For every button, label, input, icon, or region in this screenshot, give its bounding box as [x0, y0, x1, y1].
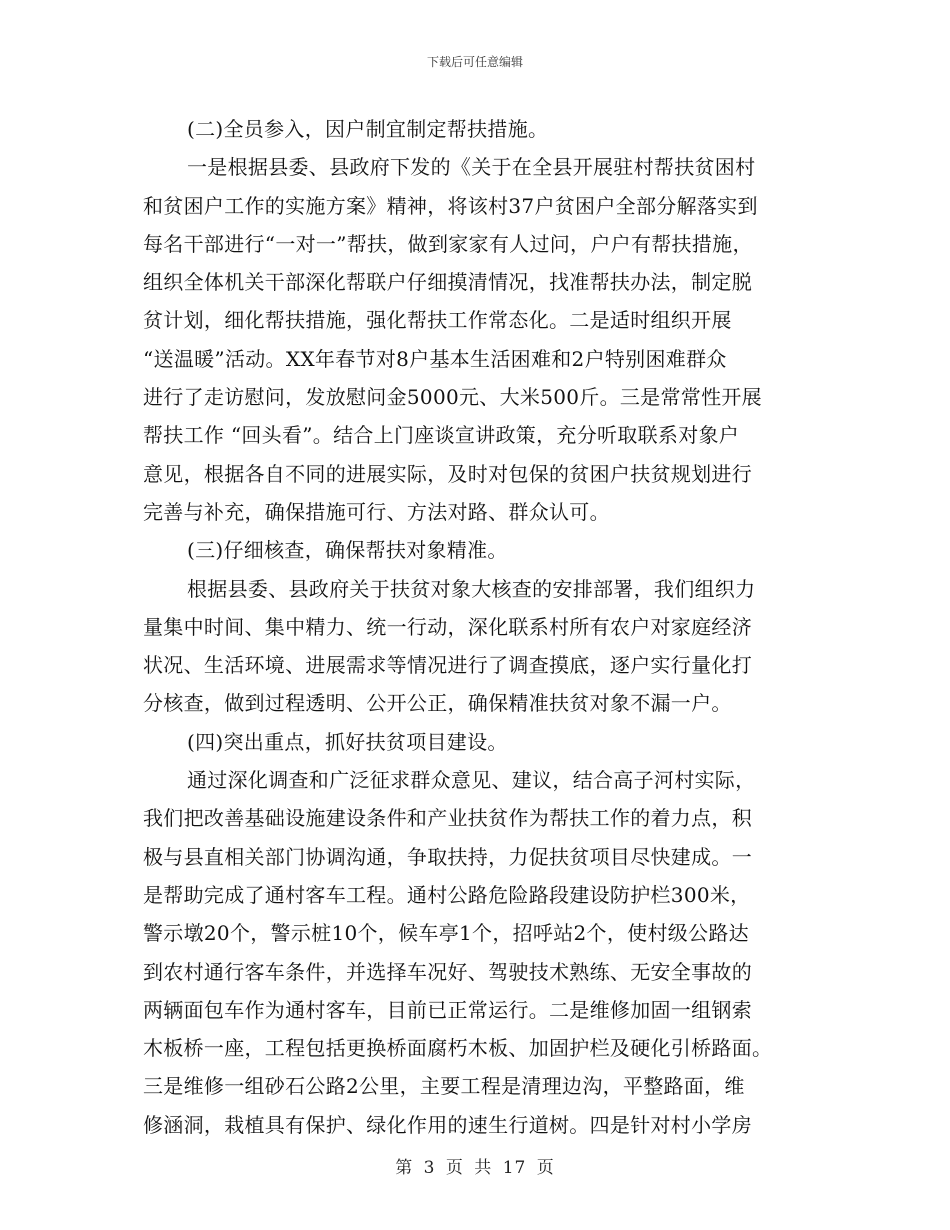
paragraph-line: 量集中时间、集中精力、统一行动，深化联系村所有农户对家庭经济 [143, 614, 752, 639]
paragraph-line: 组织全体机关干部深化帮联户仔细摸清情况，找准帮扶办法，制定脱 [143, 270, 752, 295]
paragraph-line: 帮扶工作 “回头看”。结合上门座谈宣讲政策，充分听取联系对象户 [143, 423, 740, 448]
paragraph-line: 贫计划，细化帮扶措施，强化帮扶工作常态化。二是适时组织开展 [143, 308, 732, 333]
paragraph-line: 警示墩20个，警示桩10个，候车亭1个，招呼站2个，使村级公路达 [143, 921, 749, 946]
paragraph-line: 状况、生活环境、进展需求等情况进行了调查摸底，逐户实行量化打 [143, 653, 752, 678]
paragraph-line: 我们把改善基础设施建设条件和产业扶贫作为帮扶工作的着力点，积 [143, 806, 752, 831]
paragraph-line: 一是根据县委、县政府下发的《关于在全县开展驻村帮扶贫困村 [187, 155, 756, 180]
paragraph-line: 每名干部进行“一对一”帮扶，做到家家有人过问，户户有帮扶措施， [143, 231, 753, 256]
paragraph-line: 两辆面包车作为通村客车，目前已正常运行。二是维修加固一组钢索 [143, 997, 752, 1022]
paragraph-line: 修涵洞，栽植具有保护、绿化作用的速生行道树。四是针对村小学房 [143, 1112, 752, 1137]
paragraph-line: 和贫困户工作的实施方案》精神，将该村37户贫困户全部分解落实到 [143, 193, 758, 218]
paragraph-line: “送温暖”活动。XX年春节对8户基本生活困难和2户特别困难群众 [143, 346, 727, 371]
section-heading-2: (二)全员参入，因户制宜制定帮扶措施。 [187, 117, 549, 141]
page-number: 第 3 页 共 17 页 [395, 1158, 555, 1178]
paragraph-line: 是帮助完成了通村客车工程。通村公路危险路段建设防护栏300米， [143, 882, 751, 907]
document-body [143, 110, 808, 1144]
section-heading-4: (四)突出重点，抓好扶贫项目建设。 [187, 729, 508, 754]
paragraph-line: 意见，根据各自不同的进展实际，及时对包保的贫困户扶贫规划进行 [143, 461, 752, 486]
paragraph-line: 木板桥一座，工程包括更换桥面腐朽木板、加固护栏及硬化引桥路面。 [143, 1036, 773, 1061]
paragraph-line: 通过深化调查和广泛征求群众意见、建议，结合高子河村实际， [187, 768, 756, 793]
page-header: 下载后可任意编辑 [426, 55, 523, 69]
paragraph-line: 极与县直相关部门协调沟通，争取扶持，力促扶贫项目尽快建成。一 [143, 844, 752, 869]
paragraph-line: 完善与补充，确保措施可行、方法对路、群众认可。 [143, 499, 610, 524]
paragraph-line: 分核查，做到过程透明、公开公正，确保精准扶贫对象不漏一户。 [143, 691, 732, 716]
paragraph-line: 到农村通行客车条件，并选择车况好、驾驶技术熟练、无安全事故的 [143, 959, 752, 984]
paragraph-line: 根据县委、县政府关于扶贫对象大核查的安排部署，我们组织力 [187, 576, 756, 601]
section-heading-3: (三)仔细核查，确保帮扶对象精准。 [187, 538, 508, 563]
paragraph-line: 三是维修一组砂石公路2公里，主要工程是清理边沟，平整路面，维 [143, 1074, 745, 1099]
paragraph-line: 进行了走访慰问，发放慰问金5000元、大米500斤。三是常常性开展 [143, 385, 762, 410]
